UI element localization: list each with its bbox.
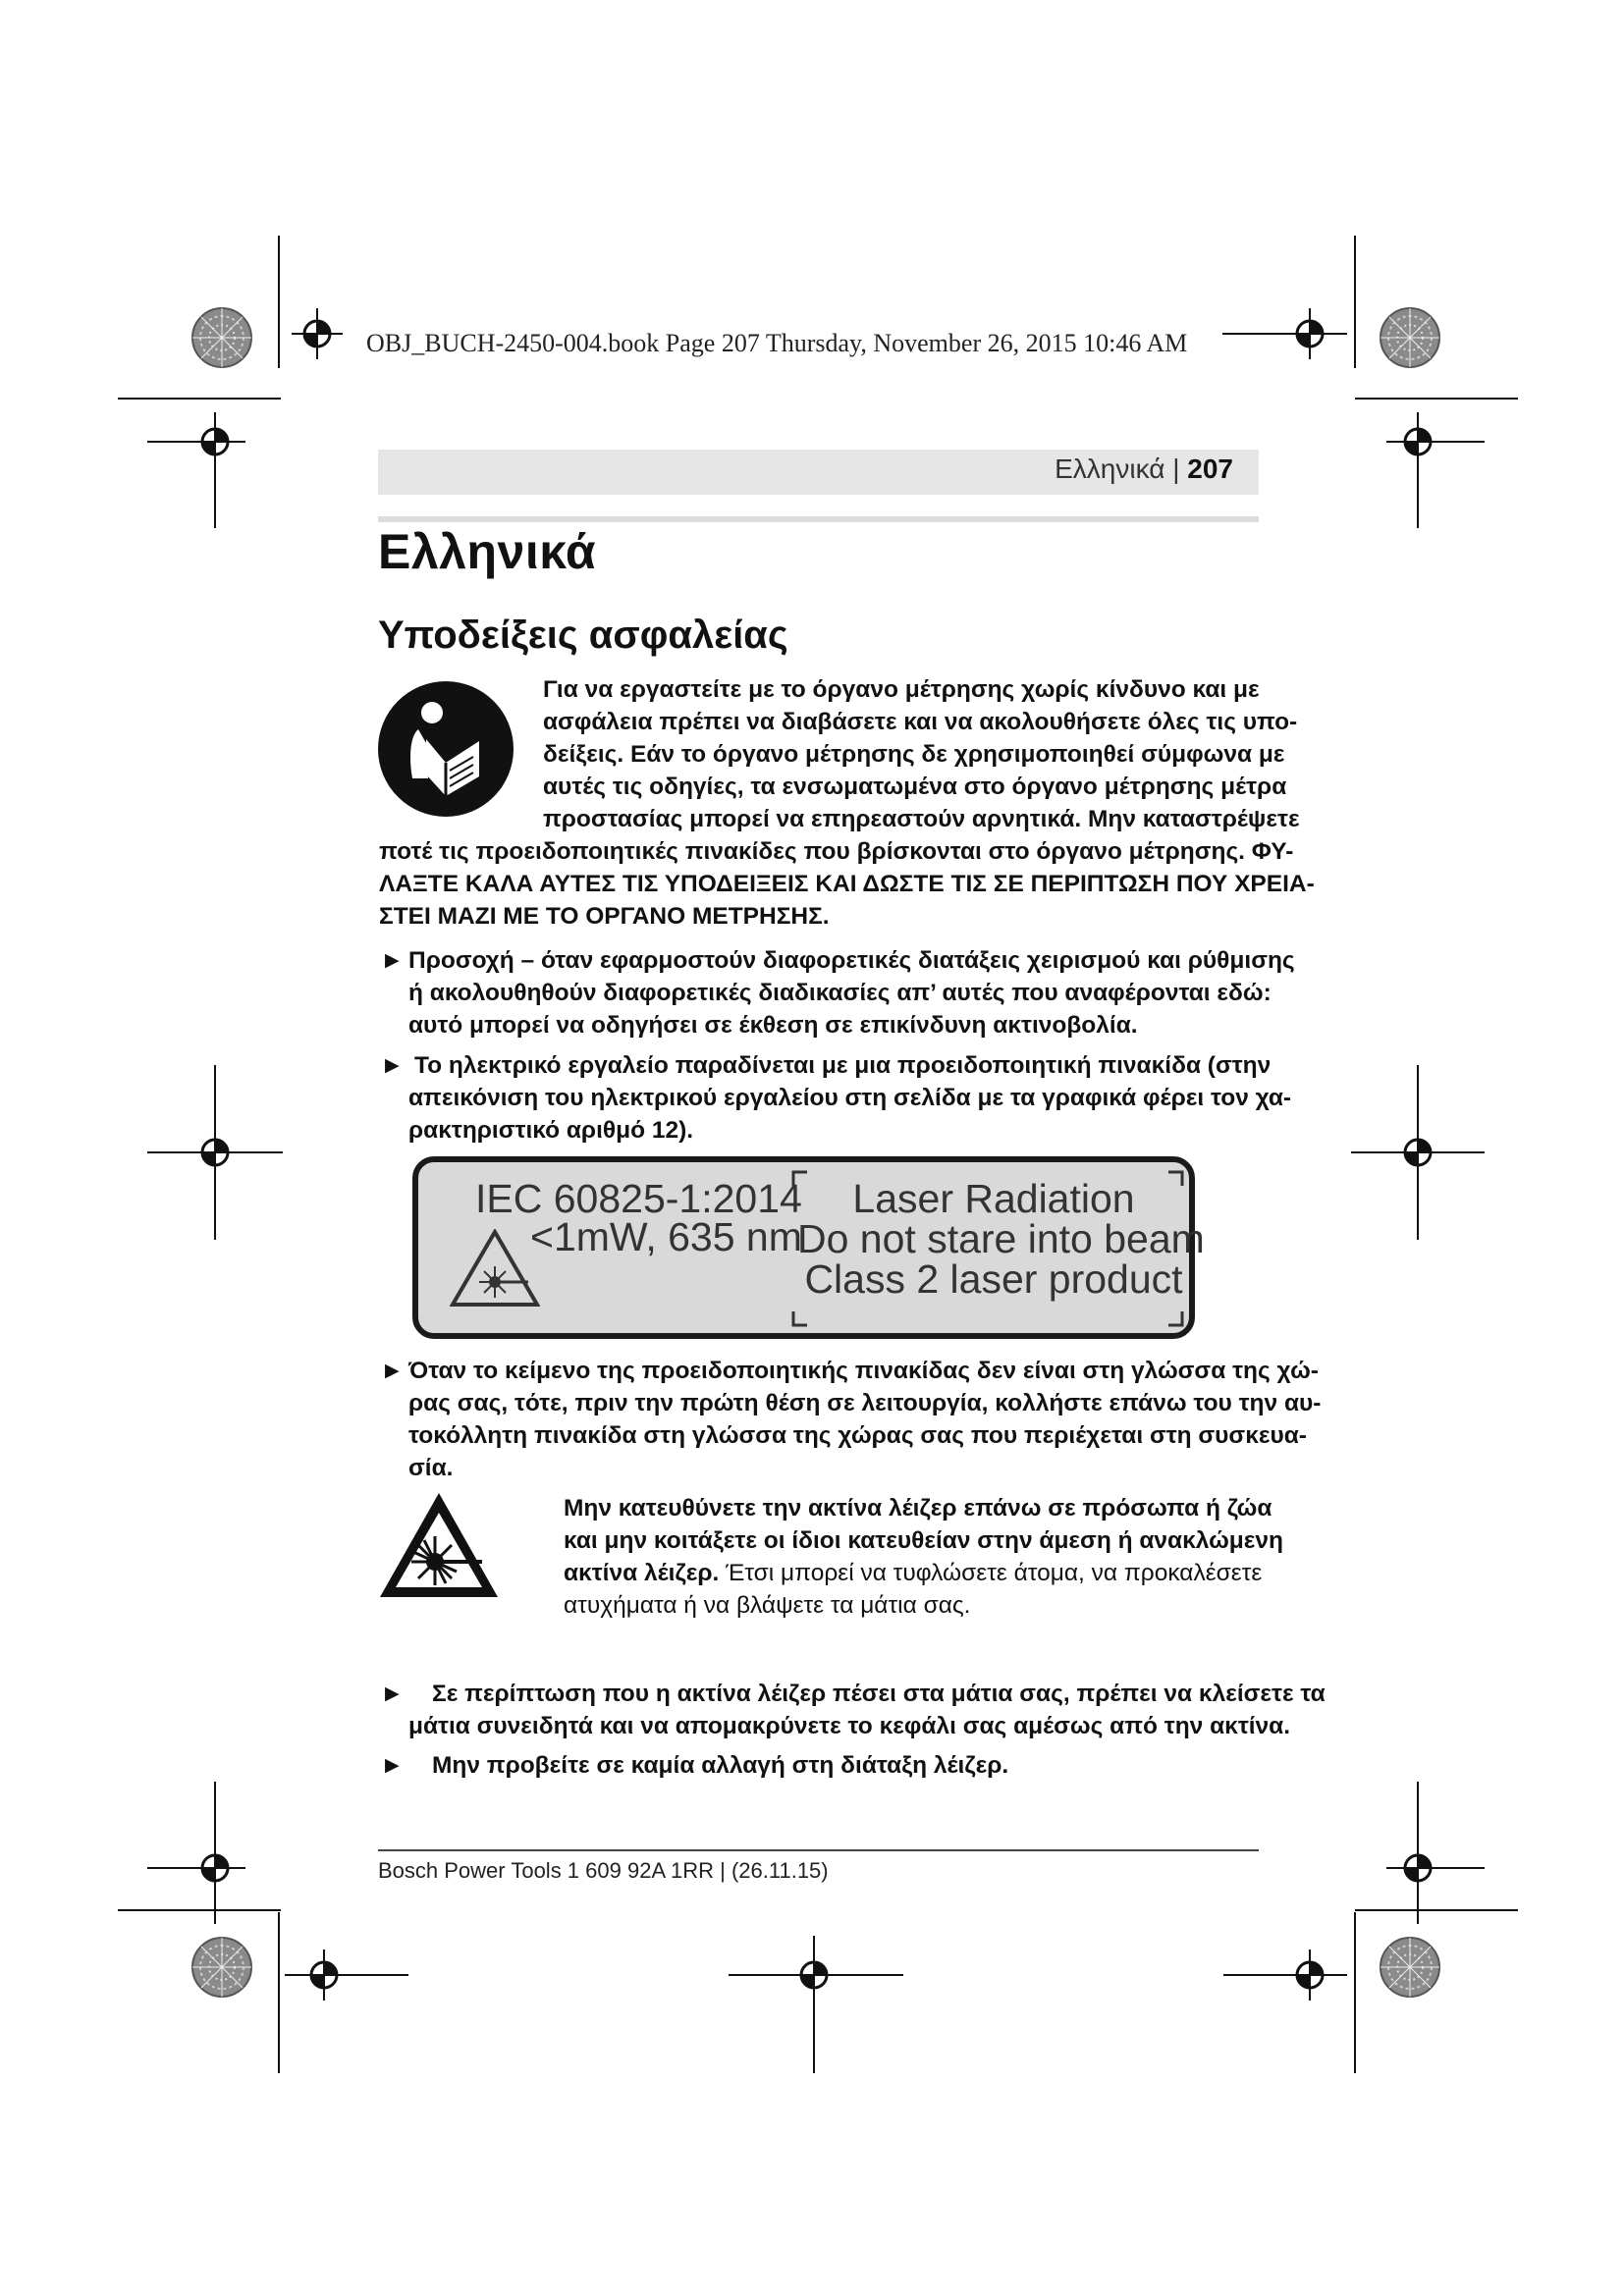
page-title: Ελληνικά xyxy=(378,524,597,579)
laser-warning-icon xyxy=(450,1229,540,1308)
intro-line: προστασίας μπορεί να επηρεαστούν αρνητικά. Μην καταστρέψετε xyxy=(543,806,1300,832)
bullet-marker: ▶ xyxy=(385,1755,400,1776)
warning-line: Μην κατευθύνετε την ακτίνα λέιζερ επάνω σε πρόσωπα ή ζώα xyxy=(564,1495,1272,1522)
read-manual-icon xyxy=(377,680,514,818)
intro-line: ποτέ τις προειδοποιητικές πινακίδες που βρίσκονται στο όργανο μέτρησης. ΦΥ- xyxy=(379,838,1294,865)
warning-line xyxy=(564,1557,1283,1589)
bullet-line: μάτια συνειδητά και να απομακρύνετε το κεφάλι σας αμέσως από την ακτίνα. xyxy=(408,1713,1291,1739)
warning-line: ατυχήματα ή να βλάψετε τα μάτια σας. xyxy=(564,1592,971,1619)
section-title: Υποδείξεις ασφαλείας xyxy=(378,614,788,657)
bullet-item-1 xyxy=(408,944,1295,1041)
label-line-3: Class 2 laser product xyxy=(804,1256,1183,1302)
intro-line: αυτές τις οδηγίες, τα ενσωματωμένα στο όργανο μέτρησης μέτρα xyxy=(543,774,1287,800)
bullet-marker: ▶ xyxy=(385,1683,400,1704)
bullet-line: ή ακολουθηθούν διαφορετικές διαδικασίες απ’ αυτές που αναφέρονται εδώ: xyxy=(408,980,1272,1006)
bullet-line: αυτό μπορεί να οδηγήσει σε έκθεση σε επικίνδυνη ακτινοβολία. xyxy=(408,1012,1138,1039)
header-rule xyxy=(378,516,1259,522)
bullet-line: Όταν το κείμενο της προειδοποιητικής πινακίδας δεν είναι στη γλώσσα της χώ- xyxy=(408,1358,1319,1384)
print-slug-line: OBJ_BUCH-2450-004.book Page 207 Thursday, November 26, 2015 10:46 AM xyxy=(366,329,1188,357)
header-separator: | xyxy=(1172,454,1180,484)
bullet-line: σία. xyxy=(408,1455,454,1481)
bullet-line: Σε περίπτωση που η ακτίνα λέιζερ πέσει στα μάτια σας, πρέπει να κλείσετε τα xyxy=(432,1681,1326,1707)
label-power: <1mW, 635 nm xyxy=(530,1214,802,1259)
laser-warning-icon xyxy=(376,1489,502,1601)
intro-line: ΣΤΕΙ ΜΑΖΙ ΜΕ ΤΟ ΟΡΓΑΝΟ ΜΕΤΡΗΣΗΣ. xyxy=(379,903,830,930)
bullet-line: ρας σας, τότε, πριν την πρώτη θέση σε λειτουργία, κολλήστε επάνω του την αυ- xyxy=(408,1390,1322,1416)
label-line-2: Do not stare into beam xyxy=(797,1216,1205,1261)
header-label xyxy=(1055,454,1233,485)
intro-line: ΛΑΞΤΕ ΚΑΛΑ ΑΥΤΕΣ ΤΙΣ ΥΠΟΔΕΙΞΕΙΣ ΚΑΙ ΔΩΣΤΕ ΤΙΣ ΣΕ ΠΕΡΙΠΤΩΣΗ ΠΟΥ ΧΡΕΙΑ- xyxy=(379,871,1315,897)
page-footer: Bosch Power Tools 1 609 92A 1RR | (26.11.15) xyxy=(378,1858,829,1883)
intro-line: ασφάλεια πρέπει να διαβάσετε και να ακολουθήσετε όλες τις υπο- xyxy=(543,709,1298,735)
header-language: Ελληνικά xyxy=(1055,454,1165,484)
label-standard: IEC 60825-1:2014 xyxy=(475,1176,802,1221)
bullet-item-2 xyxy=(408,1049,1292,1147)
intro-line: Για να εργαστείτε με το όργανο μέτρησης χωρίς κίνδυνο και με xyxy=(543,676,1260,703)
intro-paragraph-bottom xyxy=(379,835,1315,933)
bullet-line: Προσοχή – όταν εφαρμοστούν διαφορετικές διατάξεις χειρισμού και ρύθμισης xyxy=(408,947,1295,974)
bullet-item-3 xyxy=(408,1355,1321,1484)
running-header xyxy=(378,450,1259,495)
bullet-line: Μην προβείτε σε καμία αλλαγή στη διάταξη λέιζερ. xyxy=(432,1752,1009,1779)
laser-warning-label xyxy=(412,1156,1205,1339)
bullet-marker: ▶ xyxy=(385,1055,400,1076)
footer-rule xyxy=(378,1849,1259,1851)
bullet-line: Το ηλεκτρικό εργαλείο παραδίνεται με μια προειδοποιητική πινακίδα (στην xyxy=(414,1052,1272,1079)
page-number: 207 xyxy=(1187,454,1233,484)
bullet-marker: ▶ xyxy=(385,950,400,971)
bullet-line: απεικόνιση του ηλεκτρικού εργαλείου στη σελίδα με τα γραφικά φέρει τον χα- xyxy=(408,1085,1292,1111)
bullet-item-5 xyxy=(432,1749,1008,1782)
warning-line: και μην κοιτάξετε οι ίδιοι κατευθείαν στην άμεση ή ανακλώμενη xyxy=(564,1527,1284,1554)
bullet-item-4 xyxy=(408,1678,1326,1742)
intro-paragraph-top xyxy=(543,673,1300,835)
bullet-marker: ▶ xyxy=(385,1361,400,1381)
laser-warning-text xyxy=(564,1492,1283,1622)
label-line-1: Laser Radiation xyxy=(852,1176,1135,1221)
bullet-line: τοκόλλητη πινακίδα στη γλώσσα της χώρας σας που περιέχεται στη συσκευα- xyxy=(408,1422,1307,1449)
warning-bold-text: ακτίνα λέιζερ. xyxy=(564,1560,720,1586)
bullet-line: ρακτηριστικό αριθμό 12). xyxy=(408,1117,694,1144)
intro-line: δείξεις. Εάν το όργανο μέτρησης δε χρησιμοποιηθεί σύμφωνα με xyxy=(543,741,1285,768)
warning-normal-text: Έτσι μπορεί να τυφλώσετε άτομα, να προκαλέσετε xyxy=(719,1560,1263,1586)
